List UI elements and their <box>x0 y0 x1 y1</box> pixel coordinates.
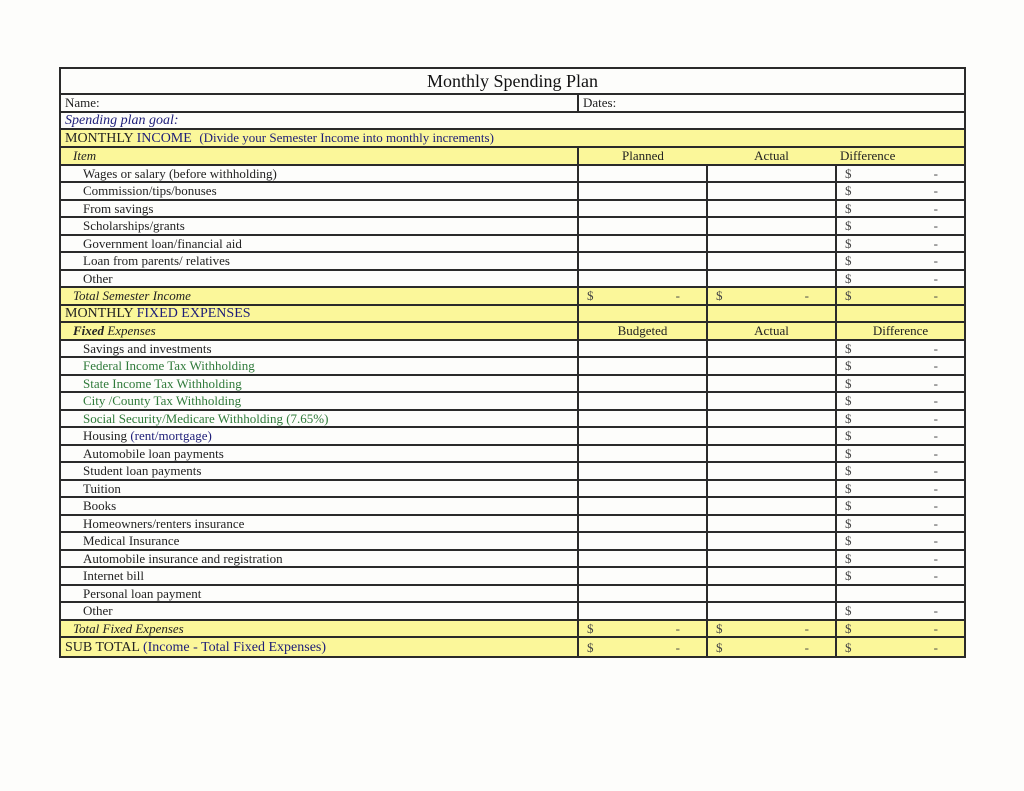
amount: - <box>675 288 680 304</box>
dollar-sign: $ <box>845 498 852 514</box>
total-budgeted-value <box>583 621 702 636</box>
subtotal-budgeted[interactable] <box>578 637 707 657</box>
fixed-header-accent: FIXED EXPENSES <box>136 305 251 321</box>
dollar-sign: $ <box>845 358 852 374</box>
total-actual-value <box>712 288 831 303</box>
expense-label-text: Internet bill <box>83 568 145 584</box>
difference-cell-value <box>841 236 960 251</box>
actual-input[interactable] <box>707 532 836 550</box>
expense-label-text: Federal Income Tax Withholding <box>83 358 255 374</box>
amount: - <box>933 550 939 566</box>
actual-input[interactable] <box>707 200 836 218</box>
expense-item-label <box>60 410 578 428</box>
expense-item-label <box>60 427 578 445</box>
dollar-sign: $ <box>845 200 852 216</box>
fixed-total-row <box>60 620 965 638</box>
budgeted-input[interactable] <box>578 427 707 445</box>
expense-label-text: Personal loan payment <box>83 585 202 601</box>
total-difference-value <box>841 288 960 303</box>
budgeted-input[interactable] <box>578 445 707 463</box>
difference-cell-value <box>841 446 960 461</box>
dollar-sign: $ <box>845 375 852 391</box>
amount: - <box>933 218 939 234</box>
difference-cell-value <box>841 533 960 548</box>
difference-cell-value <box>841 516 960 531</box>
dollar-sign: $ <box>845 620 852 636</box>
income-header-row <box>60 129 965 147</box>
difference-cell-value <box>841 271 960 286</box>
dollar-sign: $ <box>845 218 852 234</box>
difference-cell[interactable] <box>836 550 965 568</box>
budgeted-input[interactable] <box>578 515 707 533</box>
expense-item-label <box>60 375 578 393</box>
actual-input[interactable] <box>707 165 836 183</box>
dollar-sign: $ <box>716 288 723 304</box>
expense-row <box>60 602 965 620</box>
budgeted-input[interactable] <box>578 497 707 515</box>
dollar-sign: $ <box>845 165 852 181</box>
income-row <box>60 235 965 253</box>
expense-item-label <box>60 462 578 480</box>
total-actual-value <box>712 621 831 636</box>
blank-cell <box>836 305 965 323</box>
actual-input[interactable] <box>707 602 836 620</box>
budgeted-input[interactable] <box>578 375 707 393</box>
difference-cell[interactable] <box>836 217 965 235</box>
dollar-sign: $ <box>845 480 852 496</box>
amount: - <box>933 393 939 409</box>
subtotal-difference-value <box>841 640 960 655</box>
dollar-sign: $ <box>845 428 852 444</box>
expense-item-label <box>60 497 578 515</box>
difference-cell-value <box>841 183 960 198</box>
expense-row <box>60 515 965 533</box>
difference-cell-value <box>841 463 960 478</box>
income-item-label: Government loan/financial aid <box>60 235 578 253</box>
budgeted-input[interactable] <box>578 357 707 375</box>
dollar-sign: $ <box>845 393 852 409</box>
col-actual: Actual <box>707 322 836 340</box>
income-row <box>60 182 965 200</box>
dollar-sign: $ <box>845 270 852 286</box>
dates-field[interactable]: Dates: <box>578 94 965 112</box>
amount: - <box>933 200 939 216</box>
expense-row <box>60 427 965 445</box>
expense-item-label <box>60 392 578 410</box>
actual-input[interactable] <box>707 217 836 235</box>
amount: - <box>933 165 939 181</box>
difference-cell[interactable] <box>836 602 965 620</box>
actual-input[interactable] <box>707 515 836 533</box>
difference-cell[interactable] <box>836 445 965 463</box>
difference-cell-value <box>841 218 960 233</box>
actual-input[interactable] <box>707 427 836 445</box>
expense-label-accent: (rent/mortgage) <box>130 428 212 444</box>
income-row <box>60 217 965 235</box>
difference-cell[interactable] <box>836 480 965 498</box>
difference-cell[interactable] <box>836 567 965 585</box>
expense-row <box>60 550 965 568</box>
income-row <box>60 252 965 270</box>
budgeted-input[interactable] <box>578 462 707 480</box>
difference-cell[interactable] <box>836 235 965 253</box>
expense-label-text: Homeowners/renters insurance <box>83 515 245 531</box>
difference-cell[interactable] <box>836 410 965 428</box>
amount: - <box>933 428 939 444</box>
expense-item-label <box>60 340 578 358</box>
total-actual[interactable] <box>707 287 836 305</box>
subtotal-main: SUB TOTAL <box>65 639 140 655</box>
amount: - <box>933 270 939 286</box>
budgeted-input[interactable] <box>578 340 707 358</box>
budgeted-input[interactable] <box>578 567 707 585</box>
income-header-accent: INCOME <box>136 131 192 146</box>
difference-cell[interactable] <box>836 357 965 375</box>
difference-cell[interactable] <box>836 252 965 270</box>
difference-cell[interactable] <box>836 585 965 603</box>
fixed-sub-header <box>60 322 578 340</box>
planned-input[interactable] <box>578 235 707 253</box>
expense-row <box>60 567 965 585</box>
actual-input[interactable] <box>707 410 836 428</box>
expense-row <box>60 445 965 463</box>
blank-cell <box>707 305 836 323</box>
income-item-label: Wages or salary (before withholding) <box>60 165 578 183</box>
subtotal-actual[interactable] <box>707 637 836 657</box>
difference-cell[interactable] <box>836 200 965 218</box>
fixed-header-main: MONTHLY <box>65 305 134 321</box>
spending-plan-sheet <box>59 67 964 658</box>
title-row <box>60 68 965 94</box>
dollar-sign: $ <box>587 620 594 636</box>
amount: - <box>933 480 939 496</box>
difference-cell-value <box>841 411 960 426</box>
amount: - <box>933 375 939 391</box>
expense-item-label <box>60 585 578 603</box>
amount: - <box>933 183 939 199</box>
amount: - <box>804 639 809 655</box>
expense-label-text: Books <box>83 498 117 514</box>
fixed-section-header <box>60 305 578 323</box>
fixed-columns-row <box>60 322 965 340</box>
col-difference: Difference <box>836 322 965 340</box>
planned-input[interactable] <box>578 182 707 200</box>
spending-goal-field[interactable]: Spending plan goal: <box>60 112 965 130</box>
total-difference-value <box>841 621 960 636</box>
difference-cell[interactable] <box>836 497 965 515</box>
dollar-sign: $ <box>845 183 852 199</box>
budgeted-input[interactable] <box>578 550 707 568</box>
subtotal-actual-value <box>712 640 831 655</box>
goal-row <box>60 112 965 130</box>
expense-item-label <box>60 480 578 498</box>
difference-cell-value <box>841 358 960 373</box>
difference-cell-value <box>841 253 960 268</box>
subtotal-budgeted-value <box>583 640 702 655</box>
budgeted-input[interactable] <box>578 532 707 550</box>
difference-cell-value <box>841 376 960 391</box>
fixed-header-row <box>60 305 965 323</box>
income-row <box>60 165 965 183</box>
dollar-sign: $ <box>845 550 852 566</box>
total-planned[interactable] <box>578 287 707 305</box>
income-row <box>60 200 965 218</box>
difference-cell-value <box>841 551 960 566</box>
dollar-sign: $ <box>845 639 852 655</box>
difference-cell-value <box>841 393 960 408</box>
amount: - <box>933 288 939 304</box>
amount: - <box>933 603 939 619</box>
actual-input[interactable] <box>707 182 836 200</box>
dollar-sign: $ <box>845 515 852 531</box>
expense-item-label <box>60 445 578 463</box>
amount: - <box>933 568 939 584</box>
actual-input[interactable] <box>707 392 836 410</box>
amount: - <box>933 620 939 636</box>
amount: - <box>933 445 939 461</box>
dollar-sign: $ <box>716 639 723 655</box>
dollar-sign: $ <box>845 445 852 461</box>
income-section-header <box>60 129 965 147</box>
name-dates-row <box>60 94 965 112</box>
expense-item-label <box>60 602 578 620</box>
total-actual[interactable] <box>707 620 836 638</box>
income-total-row <box>60 287 965 305</box>
expense-row <box>60 462 965 480</box>
planned-input[interactable] <box>578 200 707 218</box>
total-difference[interactable] <box>836 287 965 305</box>
expense-row <box>60 375 965 393</box>
difference-cell[interactable] <box>836 392 965 410</box>
difference-cell-value <box>841 341 960 356</box>
difference-cell[interactable] <box>836 427 965 445</box>
subtotal-note: (Income - Total Fixed Expenses) <box>142 639 327 655</box>
actual-input[interactable] <box>707 497 836 515</box>
subtotal-difference[interactable] <box>836 637 965 657</box>
dollar-sign: $ <box>716 620 723 636</box>
dollar-sign: $ <box>845 603 852 619</box>
amount: - <box>933 253 939 269</box>
expense-row <box>60 497 965 515</box>
amount: - <box>675 639 680 655</box>
expense-item-label <box>60 532 578 550</box>
dollar-sign: $ <box>845 235 852 251</box>
difference-cell[interactable] <box>836 340 965 358</box>
expense-label-text: Automobile loan payments <box>83 445 224 461</box>
amount: - <box>933 340 939 356</box>
amount: - <box>804 620 809 636</box>
expense-label-text: Housing <box>83 428 128 444</box>
page-title: Monthly Spending Plan <box>60 68 965 94</box>
amount: - <box>933 410 939 426</box>
difference-cell-value <box>841 603 960 618</box>
expense-label-text: State Income Tax Withholding <box>83 375 242 391</box>
income-item-label: From savings <box>60 200 578 218</box>
expense-label-text: Student loan payments <box>83 463 202 479</box>
income-total-label: Total Semester Income <box>60 287 578 305</box>
amount: - <box>933 235 939 251</box>
actual-input[interactable] <box>707 445 836 463</box>
difference-cell[interactable] <box>836 165 965 183</box>
subtotal-row <box>60 637 965 657</box>
dollar-sign: $ <box>587 288 594 304</box>
budgeted-input[interactable] <box>578 410 707 428</box>
expense-label-text: Savings and investments <box>83 340 212 356</box>
difference-cell[interactable] <box>836 515 965 533</box>
col-actual: Actual <box>707 147 836 165</box>
actual-input[interactable] <box>707 462 836 480</box>
expense-row <box>60 585 965 603</box>
actual-input[interactable] <box>707 270 836 288</box>
actual-input[interactable] <box>707 550 836 568</box>
expense-row <box>60 357 965 375</box>
income-header-note: (Divide your Semester Income into monthly increments) <box>199 130 494 145</box>
income-row <box>60 270 965 288</box>
dollar-sign: $ <box>845 463 852 479</box>
budgeted-input[interactable] <box>578 585 707 603</box>
expense-label-text: Automobile insurance and registration <box>83 550 283 566</box>
amount: - <box>933 639 939 655</box>
total-budgeted[interactable] <box>578 620 707 638</box>
expense-label-text: City /County Tax Withholding <box>83 393 242 409</box>
expense-row <box>60 532 965 550</box>
expense-label-text: Social Security/Medicare Withholding (7.65%) <box>83 410 329 426</box>
dollar-sign: $ <box>845 533 852 549</box>
planned-input[interactable] <box>578 165 707 183</box>
expense-row <box>60 480 965 498</box>
income-item-label: Other <box>60 270 578 288</box>
actual-input[interactable] <box>707 340 836 358</box>
col-budgeted: Budgeted <box>578 322 707 340</box>
fixed-sub-bold: Fixed <box>73 323 105 339</box>
expense-item-label <box>60 567 578 585</box>
difference-cell-value <box>841 166 960 181</box>
dollar-sign: $ <box>845 288 852 304</box>
actual-input[interactable] <box>707 375 836 393</box>
amount: - <box>675 620 680 636</box>
difference-cell[interactable] <box>836 532 965 550</box>
actual-input[interactable] <box>707 585 836 603</box>
dollar-sign: $ <box>845 410 852 426</box>
budgeted-input[interactable] <box>578 392 707 410</box>
expense-label-text: Other <box>83 603 113 619</box>
col-difference: Difference <box>836 147 965 165</box>
difference-cell[interactable] <box>836 182 965 200</box>
difference-cell-value <box>841 428 960 443</box>
spending-plan-table <box>59 67 966 658</box>
planned-input[interactable] <box>578 217 707 235</box>
subtotal-label <box>60 637 578 657</box>
amount: - <box>933 463 939 479</box>
difference-cell[interactable] <box>836 462 965 480</box>
budgeted-input[interactable] <box>578 602 707 620</box>
expense-label-text: Tuition <box>83 480 121 496</box>
fixed-total-label: Total Fixed Expenses <box>60 620 578 638</box>
col-item: Item <box>60 147 578 165</box>
actual-input[interactable] <box>707 357 836 375</box>
difference-cell-value <box>841 568 960 583</box>
total-planned-value <box>583 288 702 303</box>
actual-input[interactable] <box>707 252 836 270</box>
actual-input[interactable] <box>707 567 836 585</box>
planned-input[interactable] <box>578 252 707 270</box>
expense-row <box>60 410 965 428</box>
budgeted-input[interactable] <box>578 480 707 498</box>
amount: - <box>933 515 939 531</box>
amount: - <box>933 533 939 549</box>
expense-label-text: Medical Insurance <box>83 533 180 549</box>
col-planned: Planned <box>578 147 707 165</box>
amount: - <box>933 498 939 514</box>
expense-row <box>60 392 965 410</box>
blank-cell <box>578 305 707 323</box>
difference-cell-value <box>841 201 960 216</box>
expense-item-label <box>60 550 578 568</box>
actual-input[interactable] <box>707 480 836 498</box>
total-difference[interactable] <box>836 620 965 638</box>
actual-input[interactable] <box>707 235 836 253</box>
difference-cell[interactable] <box>836 270 965 288</box>
amount: - <box>804 288 809 304</box>
income-header-main: MONTHLY <box>65 131 134 146</box>
income-item-label: Scholarships/grants <box>60 217 578 235</box>
planned-input[interactable] <box>578 270 707 288</box>
difference-cell-value <box>841 481 960 496</box>
expense-row <box>60 340 965 358</box>
fixed-sub-rest: Expenses <box>107 323 156 339</box>
difference-cell-value <box>841 498 960 513</box>
name-field[interactable]: Name: <box>60 94 578 112</box>
expense-item-label <box>60 357 578 375</box>
dollar-sign: $ <box>845 253 852 269</box>
dollar-sign: $ <box>845 568 852 584</box>
difference-cell[interactable] <box>836 375 965 393</box>
amount: - <box>933 358 939 374</box>
income-item-label: Loan from parents/ relatives <box>60 252 578 270</box>
income-columns-row <box>60 147 965 165</box>
dollar-sign: $ <box>587 639 594 655</box>
income-item-label: Commission/tips/bonuses <box>60 182 578 200</box>
dollar-sign: $ <box>845 340 852 356</box>
expense-item-label <box>60 515 578 533</box>
